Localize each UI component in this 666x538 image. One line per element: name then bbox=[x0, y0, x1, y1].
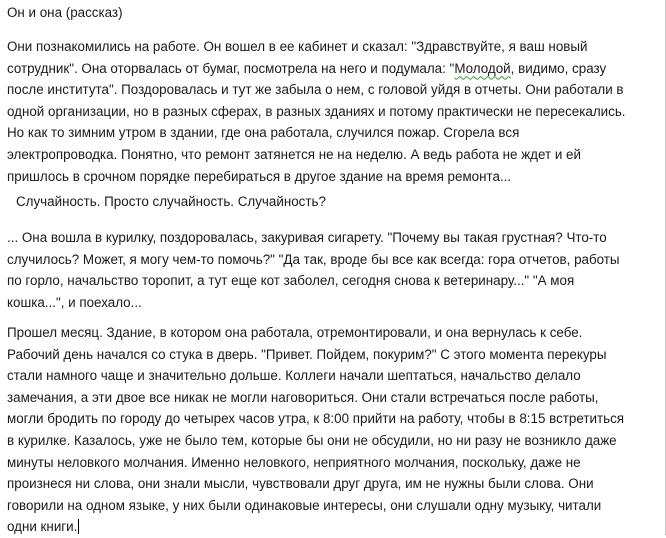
text-line: пришлось в срочном порядке перебираться в другое здание на время ремонта... bbox=[7, 168, 512, 184]
text-line: в курилке. Казалось, уже не было тем, которые бы они не обсудили, но ни разу не возникло даже bbox=[7, 432, 617, 448]
text-line: Рабочий день начался со стука в дверь. "Привет. Пойдем, покурим?" С этого момента перекуры bbox=[7, 346, 607, 362]
text-line: Они познакомились на работе. Он вошел в ее кабинет и сказал: "Здравствуйте, я ваш новый bbox=[7, 39, 588, 54]
text-line: могли бродить по городу до четырех часов утра, к 8:00 прийти на работу, чтобы в 8:15 встретиться bbox=[7, 411, 625, 427]
text-segment: , видимо, сразу bbox=[510, 60, 607, 76]
text-cursor bbox=[78, 519, 79, 534]
text-line: случилось? Может, я могу чем-то помочь?" "Да так, вроде бы все как всегда: гора отчетов, работы bbox=[7, 251, 620, 267]
paragraph-4 bbox=[7, 322, 659, 538]
text-line: говорили на одном языке, у них были одинаковые интересы, они слушали одну музыку, читали bbox=[7, 497, 602, 513]
text-line: по горло, начальство торопит, а тут еще кот заболел, сегодня снова к ветеринару..." "А моя bbox=[7, 273, 575, 289]
text-line bbox=[7, 58, 659, 80]
text-line: электропроводка. Понятно, что ремонт затянется не на неделю. А ведь работа не ждет и ей bbox=[7, 146, 581, 162]
text-segment: одни книги. bbox=[7, 519, 78, 535]
text-line: Но как то зимним утром в здании, где она работала, случился пожар. Сгорела вся bbox=[7, 125, 520, 141]
text-line: после института". Поздоровалась и тут же забыла о нем, с головой уйдя в отчеты. Они работали в bbox=[7, 82, 624, 98]
paragraph-3 bbox=[7, 227, 659, 313]
text-line: Прошел месяц. Здание, в котором она работала, отремонтировали, и она вернулась к себе. bbox=[7, 325, 583, 340]
spellcheck-marked-word[interactable]: Молодой bbox=[454, 60, 511, 76]
text-line: замечания, а эти двое все никак не могли наговориться. Они стали встречаться после работы, bbox=[7, 389, 599, 405]
text-line: одной организации, но в разных сферах, в разных зданиях и потому практически не пересекались. bbox=[7, 103, 626, 119]
text-line: минуты неловкого молчания. Именно неловкого, неприятного молчания, поскольку, даже не bbox=[7, 454, 581, 470]
text-line: стали намного чаще и значительно дольше. Коллеги начали шептаться, начальство делало bbox=[7, 368, 581, 384]
paragraph-2: Случайность. Просто случайность. Случайность? bbox=[16, 194, 326, 209]
text-line: ... Она вошла в курилку, поздоровалась, закуривая сигарету. "Почему вы такая грустная? Что-то bbox=[7, 230, 607, 245]
paragraph-1 bbox=[7, 36, 659, 187]
document-title: Он и она (рассказ) bbox=[7, 5, 123, 20]
text-line: произнеся ни слова, они знали мысли, чувствовали друг друга, им не нужны были слова. Они bbox=[7, 476, 594, 492]
text-segment: сотрудник". Она оторвалась от бумаг, посмотрела на него и подумала: " bbox=[7, 60, 455, 76]
text-line: кошка...", и поехало... bbox=[7, 294, 142, 310]
